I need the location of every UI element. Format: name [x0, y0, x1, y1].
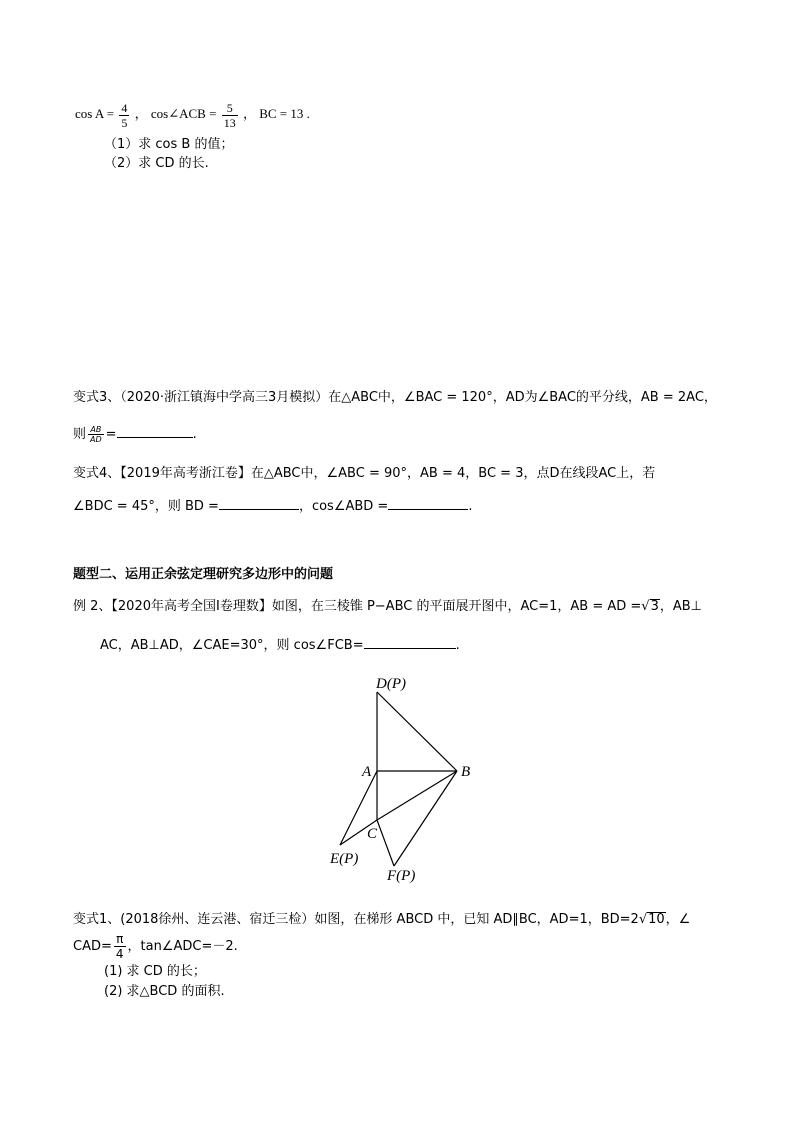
variant3-prefix: 则: [73, 427, 87, 442]
cosA-fraction: [119, 101, 129, 130]
variant3-line2: [73, 423, 197, 447]
question-2: （2）求 CD 的长.: [104, 156, 209, 171]
separator: ，: [134, 106, 148, 121]
answer-blank-cos[interactable]: [388, 497, 468, 510]
label-B: B: [461, 764, 471, 780]
variant3-line1: 变式3、（2020·浙江镇海中学高三3月模拟）在△ABC中，∠BAC = 120°，AD为∠BAC的平分线，AB = 2AC，: [73, 390, 717, 405]
example2-line2: [100, 636, 460, 655]
sqrt-radicand: 10: [648, 912, 665, 927]
example2-line1: [73, 598, 702, 616]
edge-AE: [340, 771, 377, 845]
sqrt-symbol: √: [641, 599, 650, 614]
variant1-text-b: ，∠: [665, 912, 691, 927]
variant1-question-2: (2) 求△BCD 的面积.: [104, 984, 225, 999]
variant1-question-1: (1) 求 CD 的长；: [104, 964, 206, 979]
cosA-numerator: 4: [121, 100, 128, 115]
variant1-text-a: 变式1、(2018徐州、连云港、宿迁三检）如图，在梯形 ABCD 中，已知 AD∥BC，AD=1，BD=2: [73, 912, 639, 927]
period: .: [192, 427, 197, 442]
cosACB-denominator: 13: [223, 115, 236, 130]
label-E: E(P): [330, 851, 359, 867]
section-title: 题型二、运用正余弦定理研究多边形中的问题: [73, 567, 334, 582]
sqrt-symbol: √: [638, 912, 648, 927]
fraction-numerator: AB: [88, 425, 104, 435]
label-D: D(P): [376, 676, 406, 692]
variant1-tan: ，tan∠ADC=－2.: [127, 939, 238, 954]
answer-blank-cosfcb[interactable]: [364, 636, 456, 649]
separator: ，: [242, 106, 256, 121]
equals-sign: =: [105, 427, 117, 442]
fraction-denominator: AD: [90, 435, 102, 444]
edge-CF: [377, 820, 394, 866]
edge-CB: [377, 771, 457, 820]
edge-EC: [340, 820, 377, 845]
variant4-cos-abd: ，cos∠ABD =: [298, 499, 389, 514]
given-cosA: cos A =: [75, 106, 115, 121]
pi-numerator: π: [114, 932, 126, 947]
example2-text-c: AC，AB⊥AD，∠CAE=30°，则 cos∠FCB=: [100, 638, 364, 653]
period: .: [455, 638, 460, 653]
edge-DB: [377, 692, 457, 771]
given-cosACB: cos∠ACB =: [150, 106, 217, 121]
pi-over-4-fraction: [114, 932, 126, 961]
period: .: [468, 499, 473, 514]
variant1-line1: [73, 911, 690, 929]
variant4-bdc: ∠BDC = 45°，则 BD =: [73, 499, 219, 514]
cosA-denominator: 5: [121, 115, 128, 130]
ab-over-ad-fraction: [88, 425, 104, 444]
cosACB-fraction: [222, 101, 238, 130]
edge-FB: [394, 771, 457, 866]
given-BC: BC = 13 .: [259, 106, 310, 121]
variant1-line2: [73, 932, 238, 961]
cosACB-numerator: 5: [222, 101, 238, 116]
answer-blank[interactable]: [117, 425, 193, 438]
question-1: （1）求 cos B 的值；: [104, 137, 234, 152]
label-A: A: [362, 764, 372, 780]
label-F: F(P): [387, 868, 416, 884]
variant4-line1: 变式4、【2019年高考浙江卷】在△ABC中，∠ABC = 90°，AB = 4，BC = 3，点D在线段AC上，若: [73, 466, 656, 481]
pi-denominator: 4: [115, 947, 124, 961]
label-C: C: [367, 826, 378, 842]
variant4-line2: [73, 497, 472, 516]
example2-text-b: ，AB⊥: [659, 599, 702, 614]
example2-text-a: 例 2、【2020年高考全国Ⅰ卷理数】如图，在三棱锥 P−ABC 的平面展开图中，AC=1，AB = AD =: [73, 599, 642, 614]
variant1-cad: CAD=: [73, 939, 112, 954]
sqrt-radicand: 3: [650, 599, 659, 614]
given-conditions: [75, 100, 310, 130]
answer-blank-bd[interactable]: [219, 497, 299, 510]
